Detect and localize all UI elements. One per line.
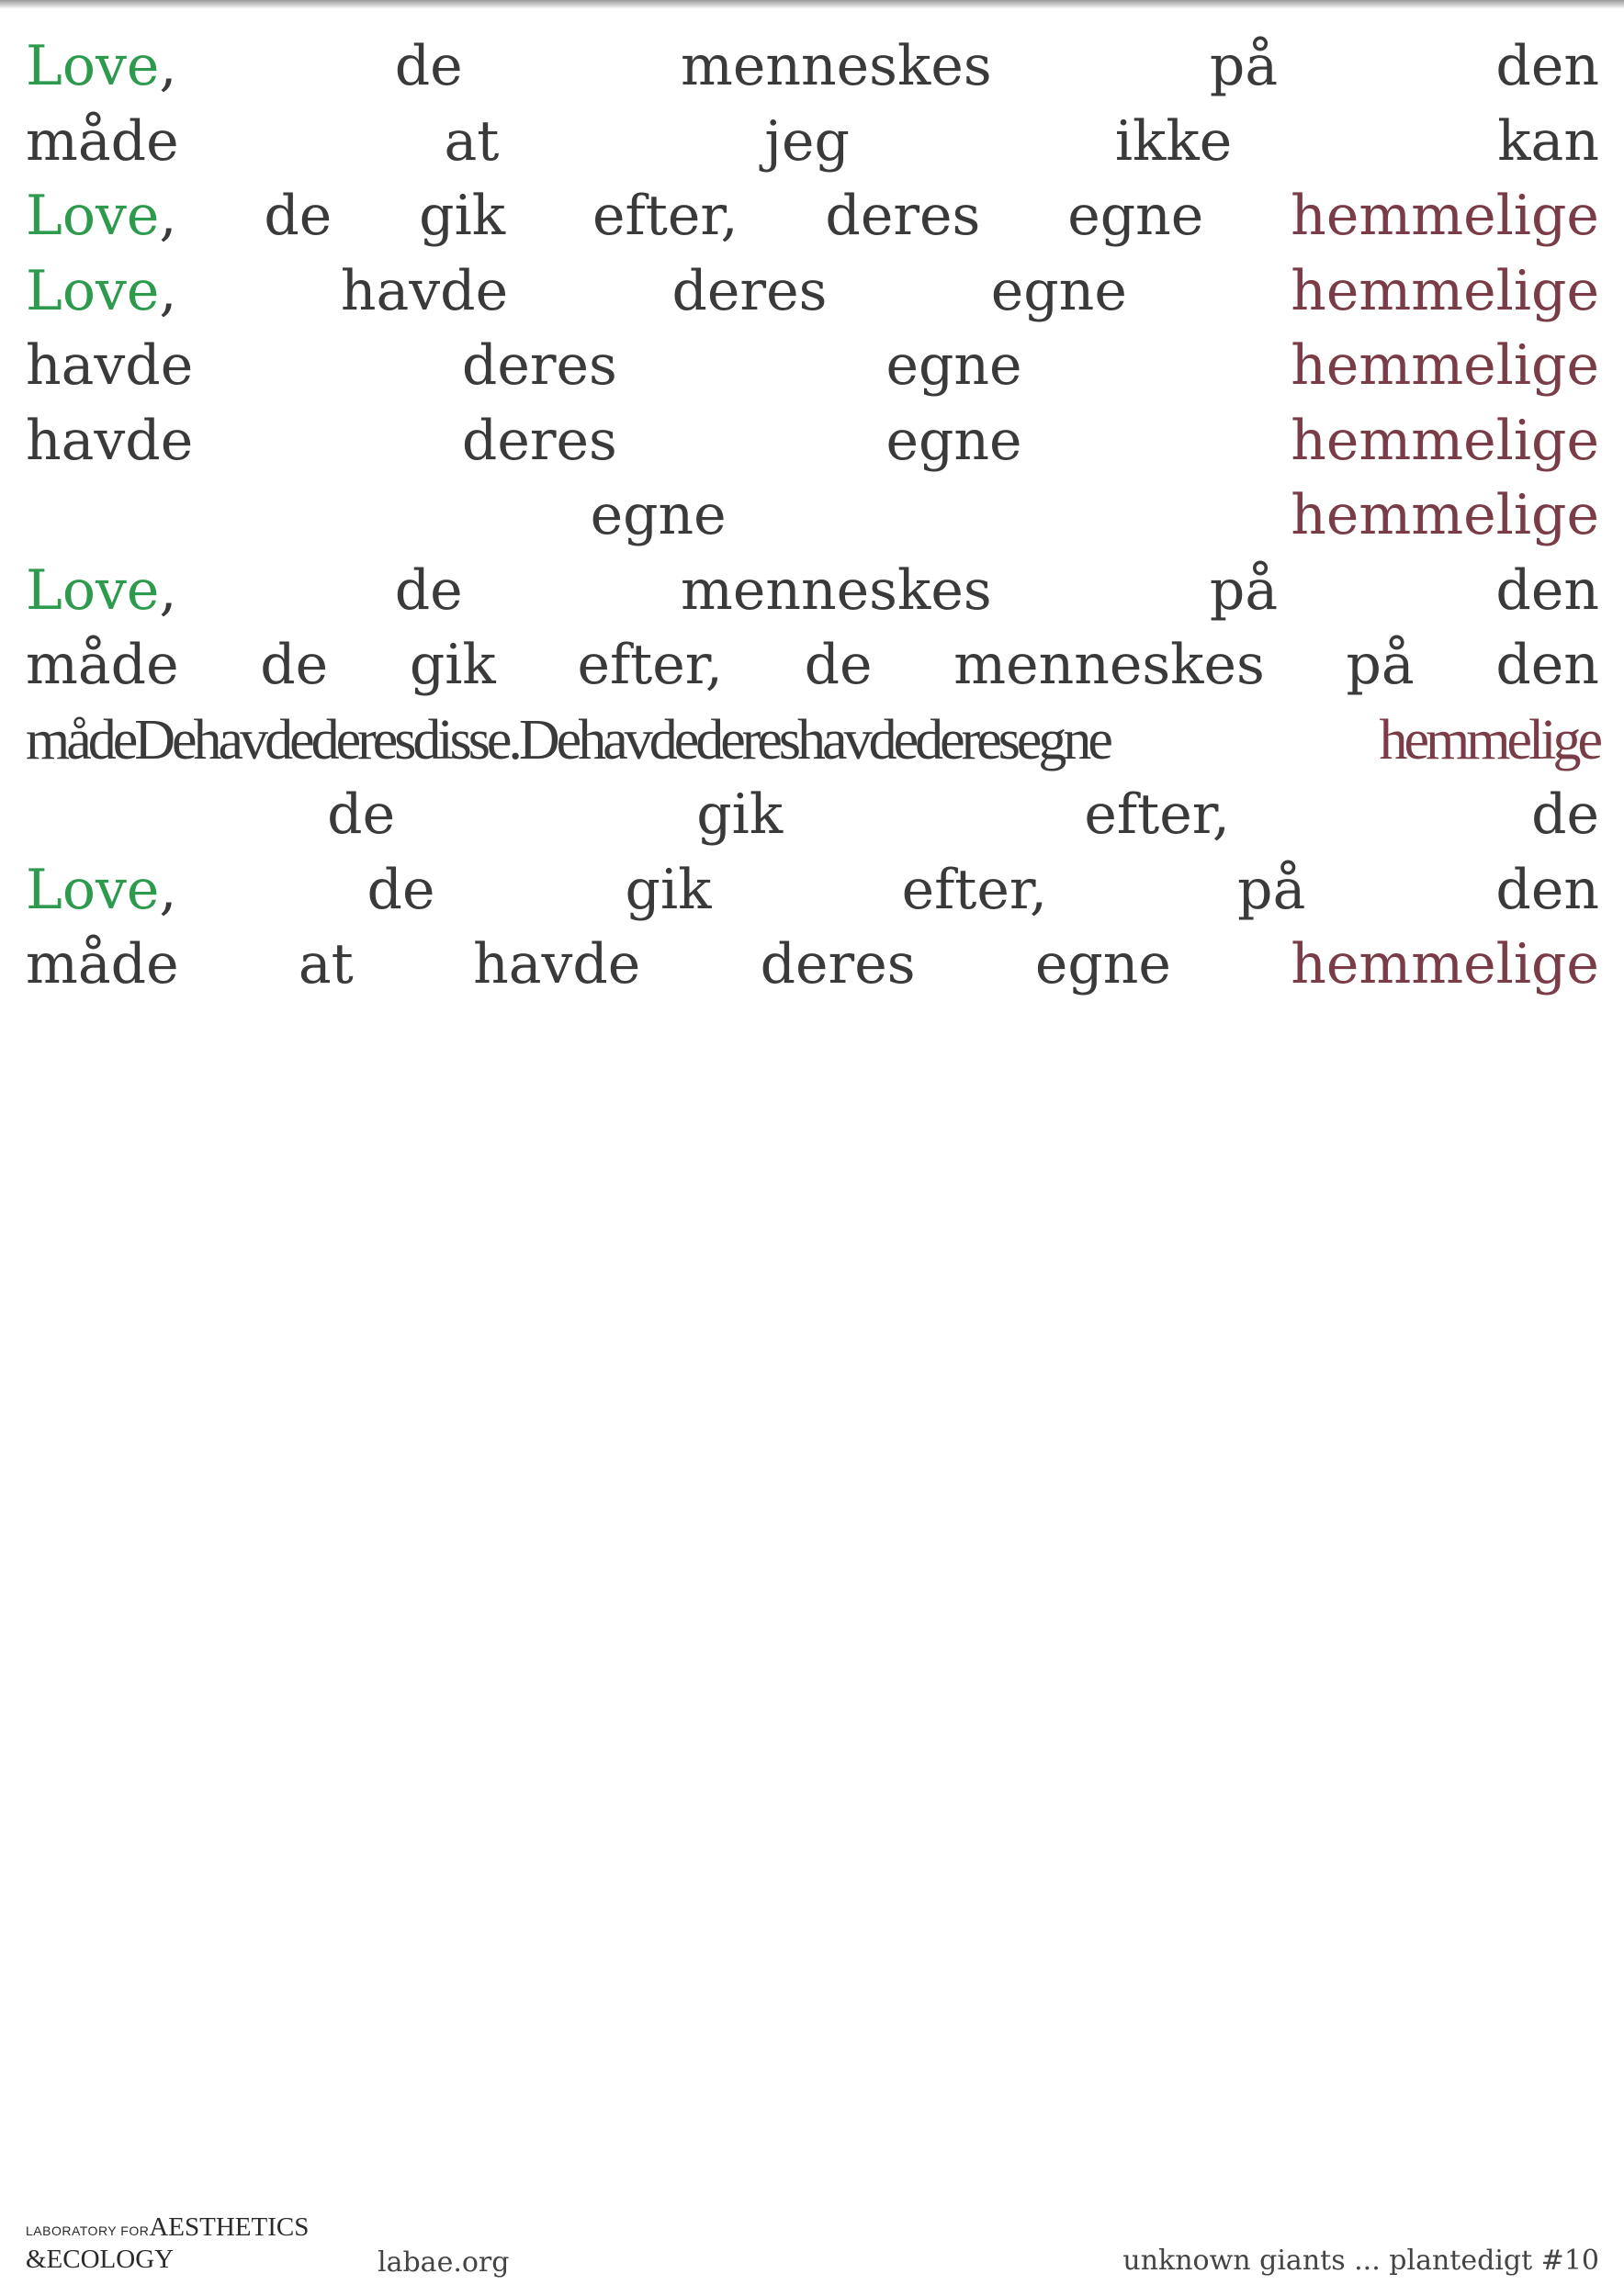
poem-word-text: Love	[26, 857, 160, 922]
poem-punctuation: ,	[159, 34, 177, 98]
poem-word	[953, 628, 1265, 703]
poem-word-text: ikke	[1114, 108, 1233, 174]
poem-word-text: den	[1495, 857, 1599, 922]
poem-punctuation: ,	[159, 258, 177, 323]
poem-word	[26, 254, 176, 330]
poem-line	[26, 703, 1599, 779]
poem-word-text: deres	[671, 258, 828, 323]
poem-word-text: hemmelige	[1291, 333, 1599, 398]
poem-word	[26, 179, 176, 254]
poem-word-text: de	[260, 633, 329, 697]
poem-word-text: hemmelige	[1291, 184, 1599, 248]
poem-word-text: efter,	[901, 857, 1048, 922]
poem-word-text: hemmelige	[1379, 708, 1599, 771]
poem-word-text: egne	[885, 408, 1022, 473]
poem-word-text: på	[1209, 34, 1279, 98]
poem-word-text: de	[394, 34, 463, 98]
poem-word	[1210, 554, 1278, 629]
poem-word	[1495, 628, 1599, 703]
poem-word-text: mådeDehavdederesdisse.Dehavdedereshavdederesegne	[26, 708, 1110, 771]
poem-word-text: havde	[26, 333, 194, 398]
poem-word	[367, 853, 435, 929]
poem-word-text: gik	[409, 633, 496, 697]
poem-word-text: at	[298, 932, 354, 996]
poem-word-text: egne	[1067, 184, 1204, 248]
poem-word-text: menneskes	[680, 557, 992, 623]
poem-word-text: gik	[419, 184, 506, 248]
poem-word-text: menneskes	[680, 34, 992, 98]
logo-word-aesthetics: AESTHETICS	[149, 2212, 310, 2242]
poem-word-text: deres	[461, 408, 617, 473]
poem-line	[26, 554, 1599, 629]
labae-logo	[26, 2213, 309, 2278]
logo-small-text: LABORATORY FOR	[26, 2223, 150, 2238]
poem-word-text: måde	[26, 108, 179, 174]
poem-punctuation: ,	[159, 857, 177, 922]
poem-word	[1347, 628, 1415, 703]
poem-word-text: efter,	[1084, 782, 1230, 847]
poem-word	[395, 29, 463, 105]
poem-line	[26, 329, 1599, 404]
poem-word	[260, 628, 328, 703]
poem-word-text: egne	[1034, 932, 1171, 996]
page-top-edge	[0, 0, 1624, 9]
poem-word-text: måde	[26, 932, 179, 996]
poem-word	[1291, 179, 1599, 254]
poem-word-text: gik	[625, 857, 712, 922]
poem-word	[1067, 179, 1203, 254]
poem-word	[902, 853, 1048, 929]
poem-word-text: de	[804, 633, 873, 697]
poem-word-text: den	[1495, 557, 1599, 623]
poem-word-text: deres	[825, 184, 981, 248]
poem-word	[410, 628, 496, 703]
poem-line	[26, 179, 1599, 254]
poem-word	[1495, 853, 1599, 929]
poem-line	[26, 29, 1599, 105]
poem-word	[395, 554, 463, 629]
poem-word	[462, 329, 617, 404]
poem-word-text: efter,	[577, 633, 723, 697]
poem-word-text: havde	[340, 258, 509, 323]
poem-word	[885, 329, 1021, 404]
poem-word	[1291, 404, 1599, 479]
poem-word-text: de	[327, 782, 396, 847]
poem-word-text: gik	[696, 782, 784, 847]
poem-line	[26, 853, 1599, 929]
poem-word	[1291, 329, 1599, 404]
poem-word-text: havde	[26, 408, 194, 473]
poem-word	[1291, 478, 1599, 554]
poem-word-text: havde	[473, 932, 641, 996]
poem-word	[805, 628, 873, 703]
poem-word-text: den	[1495, 34, 1599, 98]
poem-line	[26, 928, 1599, 1003]
poem-word	[764, 105, 850, 180]
poem-word	[26, 329, 193, 404]
poem-word	[1495, 29, 1599, 105]
poem-word	[26, 628, 179, 703]
poem-word-text: den	[1495, 633, 1599, 697]
poem-word-text: Love	[26, 184, 160, 248]
poem-word-text: hemmelige	[1291, 258, 1599, 323]
poem-word	[1531, 778, 1599, 853]
poem-line	[26, 404, 1599, 479]
poem-word	[1495, 554, 1599, 629]
poem-word-text: menneskes	[953, 633, 1265, 697]
poem-word-text: jeg	[764, 108, 850, 174]
poem-word-text: deres	[760, 932, 916, 996]
poem-word	[26, 29, 176, 105]
poem-word	[1084, 778, 1230, 853]
poem-word-text: de	[1531, 782, 1599, 847]
site-link[interactable]: labae.org	[378, 2246, 510, 2279]
poem-word	[26, 105, 179, 180]
poem-word-text: hemmelige	[1291, 408, 1599, 473]
poem-word	[681, 554, 992, 629]
poem-punctuation: ,	[159, 557, 177, 623]
poem-word	[26, 928, 179, 1003]
poem-word-text: de	[264, 184, 333, 248]
poem-word-text: på	[1346, 633, 1415, 697]
poem-word-text: Love	[26, 557, 160, 623]
poem-word	[591, 478, 727, 554]
poem-word	[696, 778, 783, 853]
poem-word-text: egne	[885, 333, 1022, 398]
poem-line	[26, 478, 1599, 554]
poem-word	[671, 254, 827, 330]
poem-word-text: kan	[1497, 108, 1599, 174]
poem-word	[341, 254, 508, 330]
poem-word	[1291, 254, 1599, 330]
poem-word	[445, 105, 500, 180]
poem-line	[26, 778, 1599, 853]
poem-word	[1291, 928, 1599, 1003]
poem-word	[26, 554, 176, 629]
logo-word-ecology: &ECOLOGY	[26, 2245, 175, 2274]
poem-word-text: Love	[26, 258, 160, 323]
poem-word	[26, 853, 176, 929]
poem-word	[26, 703, 1110, 779]
poem-word	[681, 29, 992, 105]
poem-word	[327, 778, 395, 853]
poem-word-text: de	[367, 857, 435, 922]
poem-word-text: deres	[461, 333, 617, 398]
poem-word	[419, 179, 505, 254]
poem-word-text: hemmelige	[1291, 932, 1599, 996]
poem-word	[991, 254, 1127, 330]
poem-word-text: hemmelige	[1291, 483, 1599, 547]
poem-word	[1210, 29, 1278, 105]
poem-word-text: på	[1237, 857, 1306, 922]
footer-caption: unknown giants ... plantedigt #10	[1122, 2245, 1599, 2277]
poem-word	[1115, 105, 1232, 180]
poem-word	[761, 928, 916, 1003]
poem-word	[299, 928, 354, 1003]
poem-word-text: på	[1209, 557, 1279, 623]
poem-word	[577, 628, 723, 703]
poem-line	[26, 105, 1599, 180]
poem-word	[1380, 703, 1599, 779]
poem-word-text: de	[394, 557, 463, 623]
poem-word	[473, 928, 640, 1003]
poem-word	[1035, 928, 1171, 1003]
poem-punctuation: ,	[159, 184, 177, 248]
poem-line	[26, 628, 1599, 703]
poem-word	[825, 179, 980, 254]
poem-line	[26, 254, 1599, 330]
poem-word	[264, 179, 332, 254]
poem-word	[26, 404, 193, 479]
poem-word-text: efter,	[592, 184, 739, 248]
poem-word-text: Love	[26, 34, 160, 98]
poem-word	[1237, 853, 1305, 929]
poem-word-text: egne	[590, 483, 727, 547]
poem-word	[626, 853, 712, 929]
poem-word-text: egne	[990, 258, 1127, 323]
poem-word-text: at	[444, 108, 500, 174]
footer	[26, 2213, 1599, 2287]
poem-word	[885, 404, 1021, 479]
poem-word	[592, 179, 739, 254]
poem-word	[462, 404, 617, 479]
poem-word	[1497, 105, 1599, 180]
poem-word-text: måde	[26, 633, 179, 697]
poem	[26, 29, 1599, 1003]
